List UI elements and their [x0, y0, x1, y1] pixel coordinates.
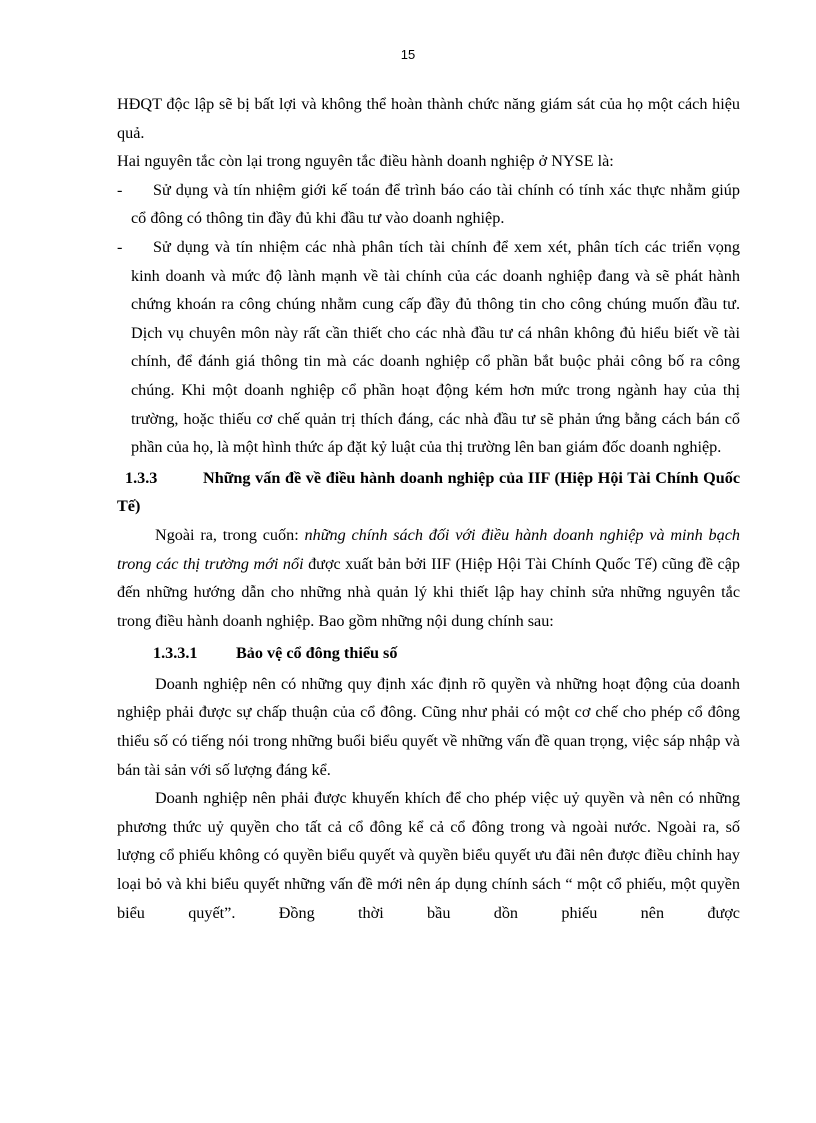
paragraph-3-rest: được xuất bản bởi IIF (Hiệp Hội Tài Chính Quốc Tế) cũng đề cập đến những hướng dẫn cho những nhà quản lý khi thiết lập hay chỉnh sửa những nguyên tắc trong điều hành doanh nghiệp. Bao gồm những nội dung chính sau: [117, 554, 740, 630]
book-title: những chính sách đối với điều hành doanh nghiệp và minh bạch trong các thị trường mới nổi [117, 525, 740, 573]
bullet-dash: - [117, 180, 123, 199]
bullet-dash: - [117, 237, 123, 256]
paragraph-3 [117, 521, 740, 635]
section-number: 1.3.3 [125, 468, 158, 487]
paragraph-1: HĐQT độc lập sẽ bị bất lợi và không thể hoàn thành chức năng giám sát của họ một cách hiệu quả. [117, 95, 740, 142]
section-title: Những vấn đề về điều hành doanh nghiệp của IIF (Hiệp Hội Tài Chính Quốc Tế) [117, 468, 740, 516]
section-heading-1-3-3 [117, 464, 740, 521]
bullet-item-1 [117, 176, 740, 233]
paragraph-5: Doanh nghiệp nên phải được khuyến khích để cho phép việc uỷ quyền và nên có những phương thức uỷ quyền cho tất cả cổ đông kể cả cổ đông trong và ngoài nước. Ngoài ra, số lượng cổ phiếu không có quyền biểu quyết và quyền biểu quyết ưu đãi nên được điều chỉnh hay loại bỏ và khi biểu quyết những vấn đề mới nên áp dụng chính sách “ một cổ phiếu, một quyền biểu quyết”. Đồng thời bầu dồn phiếu nên được [117, 789, 740, 922]
document-body [117, 90, 740, 927]
subsection-number: 1.3.3.1 [153, 644, 198, 663]
bullet-text-1: Sử dụng và tín nhiệm giới kế toán để trình báo cáo tài chính có tính xác thực nhằm giúp cổ đông có thông tin đầy đủ khi đầu tư vào doanh nghiệp. [131, 180, 740, 228]
paragraph-3-lead: Ngoài ra, trong cuốn: [155, 525, 305, 544]
paragraph-2: Hai nguyên tắc còn lại trong nguyên tắc điều hành doanh nghiệp ở NYSE là: [117, 152, 614, 171]
subsection-title: Bảo vệ cổ đông thiểu số [236, 644, 398, 663]
bullet-text-2: Sử dụng và tín nhiệm các nhà phân tích tài chính để xem xét, phân tích các triển vọng kinh doanh và mức độ lành mạnh về tài chính của các doanh nghiệp đang và sẽ phát hành chứng khoán ra công chúng nhằm cung cấp đầy đủ thông tin cho công chúng muốn đầu tư. Dịch vụ chuyên môn này rất cần thiết cho các nhà đầu tư cá nhân không đủ hiểu biết về tài chính, để đánh giá thông tin mà các doanh nghiệp cổ phần bắt buộc phải công bố ra công chúng. Khi một doanh nghiệp cổ phần hoạt động kém hơn mức trong ngành hay của thị trường, hoặc thiếu cơ chế quản trị thích đáng, các nhà đầu tư sẽ phản ứng bằng cách bán cổ phần của họ, là một hình thức áp đặt kỷ luật của thị trường lên ban giám đốc doanh nghiệp. [131, 237, 740, 457]
paragraph-4: Doanh nghiệp nên có những quy định xác định rõ quyền và những hoạt động của doanh nghiệp phải được sự chấp thuận của cổ đông. Cũng như phải có một cơ chế cho phép cổ đông thiểu số có tiếng nói trong những buổi biểu quyết về những vấn đề quan trọng, việc sáp nhập và bán tài sản với số lượng đáng kể. [117, 674, 740, 779]
section-heading-1-3-3-1 [117, 639, 740, 668]
page-number: 15 [400, 47, 416, 62]
bullet-item-2 [117, 233, 740, 462]
